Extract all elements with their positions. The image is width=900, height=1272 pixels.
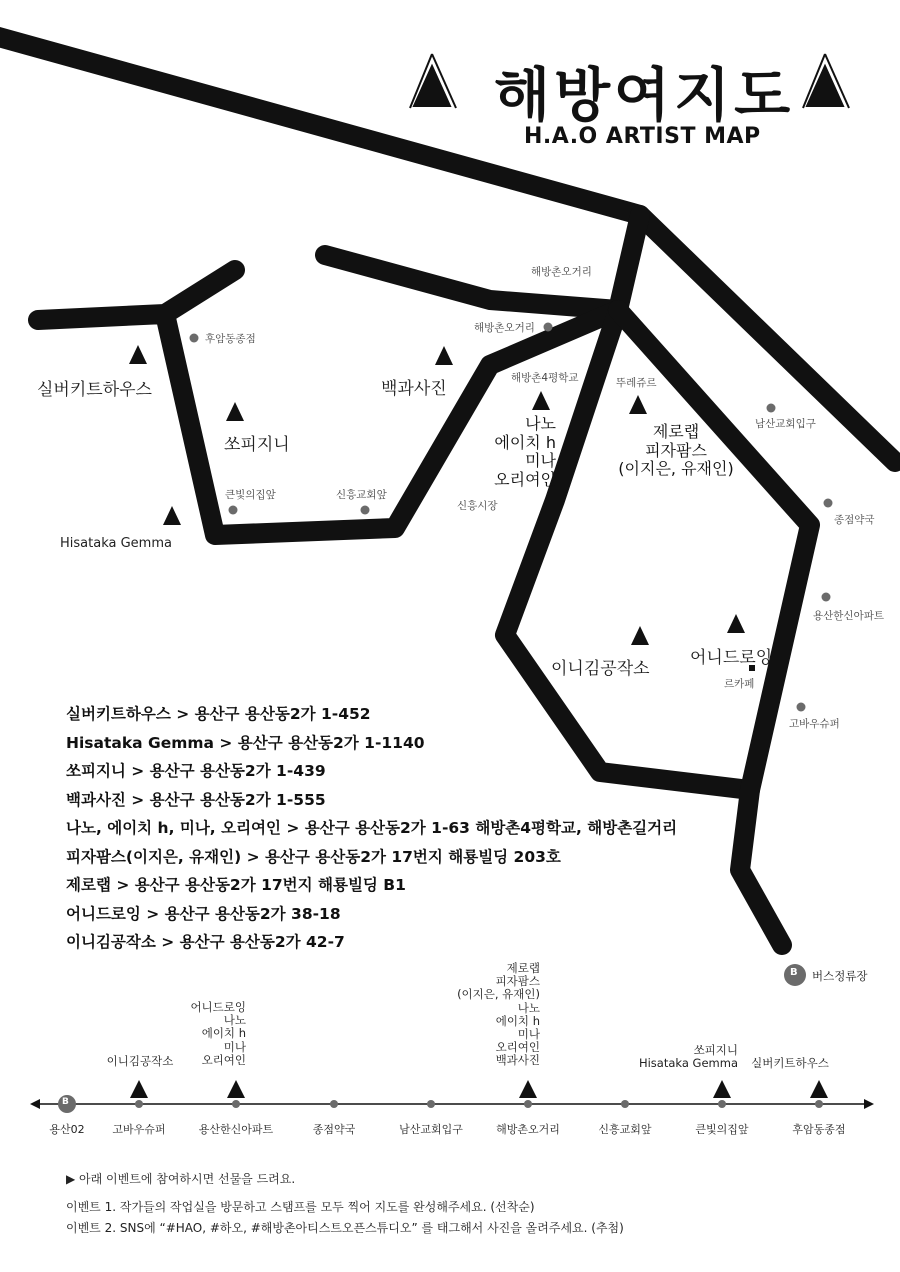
timeline-above-hanshin bbox=[140, 1001, 246, 1067]
tent-icon bbox=[226, 402, 244, 421]
address-line: 제로랩 > 용산구 용산동2가 17번지 해룡빌딩 B1 bbox=[66, 876, 406, 894]
page-title: 해방여지도 bbox=[494, 61, 795, 129]
timeline-stop: 용산02 bbox=[49, 1123, 85, 1136]
stop-label-keunbit: 큰빛의집앞 bbox=[225, 489, 276, 501]
artist-label-ssopijini: 쏘피지니 bbox=[224, 435, 290, 455]
tent-icon bbox=[227, 1080, 245, 1098]
artist-label-baekgwa: 백과사진 bbox=[381, 379, 447, 399]
timeline-artist: 실버키트하우스 bbox=[751, 1056, 829, 1070]
artist-name: 미나 bbox=[525, 451, 556, 470]
stop-label-rcafe: 르카페 bbox=[724, 678, 755, 690]
stop-label-yongsan-hanshin: 용산한신아파트 bbox=[813, 610, 885, 622]
artist-label-hisataka-gemma: Hisataka Gemma bbox=[60, 536, 172, 551]
tent-icon bbox=[532, 391, 550, 410]
timeline-artist: 쏘피지니 bbox=[693, 1043, 738, 1057]
timeline-artist: 피자팜스 bbox=[495, 974, 540, 989]
stop-label-bus-terminal: 버스정류장 bbox=[812, 969, 868, 983]
artist-label-inikim: 이니김공작소 bbox=[551, 659, 650, 679]
timeline-artist: 백과사진 bbox=[495, 1053, 540, 1068]
timeline-artist: 제로랩 bbox=[506, 961, 540, 975]
tent-icon bbox=[163, 506, 181, 525]
timeline-stop: 종점약국 bbox=[312, 1123, 356, 1136]
stop-label-sinheung-church: 신흥교회앞 bbox=[336, 489, 387, 501]
bus-badge-letter: B bbox=[790, 967, 798, 978]
tent-icon bbox=[519, 1080, 537, 1098]
artist-name: 피자팜스 bbox=[645, 440, 707, 460]
page-subtitle: H.A.O ARTIST MAP bbox=[524, 124, 761, 149]
stop-label-namsan-church: 남산교회입구 bbox=[755, 418, 816, 430]
event-notes-header: ▶ 아래 이벤트에 참여하시면 선물을 드려요. bbox=[66, 1172, 296, 1186]
timeline-stop: 고바우슈퍼 bbox=[112, 1123, 166, 1136]
timeline-above-keunbit bbox=[620, 1044, 738, 1070]
stop-dot bbox=[229, 506, 238, 515]
artist-name: (이지은, 유재인) bbox=[618, 459, 734, 478]
tent-icon bbox=[129, 345, 147, 364]
timeline-artist: 에이치 h bbox=[201, 1026, 246, 1041]
tent-icon bbox=[435, 346, 453, 365]
artist-name: 나노 bbox=[525, 414, 556, 433]
title-tent-left-icon bbox=[410, 54, 456, 108]
artist-name: 에이치 h bbox=[494, 432, 556, 452]
artist-name: 제로랩 bbox=[652, 422, 700, 441]
address-line: 나노, 에이치 h, 미나, 오리여인 > 용산구 용산동2가 1-63 해방촌4평학교, 해방촌길거리 bbox=[66, 819, 678, 837]
timeline-artist: Hisataka Gemma bbox=[638, 1056, 738, 1071]
route-timeline bbox=[30, 1080, 874, 1113]
stop-dot bbox=[190, 334, 199, 343]
address-line: 쏘피지니 > 용산구 용산동2가 1-439 bbox=[66, 762, 326, 780]
event-note-1: 이벤트 1. 작가들의 작업실을 방문하고 스탬프를 모두 찍어 지도를 완성해주세요. (선착순) bbox=[66, 1200, 535, 1214]
artist-label-eonidroing: 어니드로잉 bbox=[690, 648, 773, 668]
timeline-artist: 오리여인 bbox=[495, 1040, 540, 1055]
address-line: 실버키트하우스 > 용산구 용산동2가 1-452 bbox=[66, 705, 371, 723]
timeline-artist: 오리여인 bbox=[201, 1052, 246, 1067]
timeline-artist: 미나 bbox=[223, 1039, 246, 1054]
stop-label-jongjeom-pharmacy: 종점약국 bbox=[834, 514, 875, 526]
timeline-stop: 해방촌오거리 bbox=[496, 1123, 560, 1136]
stop-dot bbox=[797, 703, 806, 712]
address-line: 백과사진 > 용산구 용산동2가 1-555 bbox=[66, 790, 326, 809]
tent-icon bbox=[810, 1080, 828, 1098]
stop-dot bbox=[824, 499, 833, 508]
title-tent-right-icon bbox=[803, 54, 849, 108]
tent-icon bbox=[130, 1080, 148, 1098]
timeline-stop: 용산한신아파트 bbox=[198, 1123, 274, 1136]
timeline-stop: 신흥교회앞 bbox=[598, 1123, 652, 1136]
timeline-artist: 나노 bbox=[223, 1013, 246, 1028]
stop-label-4pyeong: 해방촌4평학교 bbox=[511, 372, 579, 384]
stop-label-haebangchon: 해방촌오거리 bbox=[474, 322, 535, 334]
event-note-2: 이벤트 2. SNS에 “#HAO, #하오, #해방촌아티스트오픈스튜디오” 를 태그해서 사진을 올려주세요. (추첨) bbox=[66, 1221, 624, 1235]
timeline-artist: 이니김공작소 bbox=[106, 1054, 174, 1068]
stop-dot bbox=[544, 323, 553, 332]
stop-dot bbox=[822, 593, 831, 602]
stop-dot bbox=[361, 506, 370, 515]
address-line: 이니김공작소 > 용산구 용산동2가 42-7 bbox=[66, 933, 345, 951]
road-trunk bbox=[618, 215, 640, 310]
timeline-badge-letter: B bbox=[62, 1097, 69, 1107]
address-list bbox=[66, 700, 677, 957]
stop-label-haebangchon-top: 해방촌오거리 bbox=[531, 266, 592, 278]
timeline-stop: 큰빛의집앞 bbox=[695, 1123, 749, 1136]
artist-group-zerolab bbox=[606, 423, 746, 479]
timeline-stop: 후암동종점 bbox=[792, 1123, 846, 1136]
timeline-artist: 미나 bbox=[517, 1027, 540, 1042]
timeline-artist: (이지은, 유재인) bbox=[457, 987, 540, 1002]
stop-label-huam: 후암동종점 bbox=[205, 333, 256, 345]
timeline-above-huam bbox=[740, 1057, 840, 1070]
stop-label-sinheung-market: 신흥시장 bbox=[457, 500, 498, 512]
address-line: 피자팜스(이지은, 유재인) > 용산구 용산동2가 17번지 해룡빌딩 203호 bbox=[66, 847, 561, 866]
tent-icon bbox=[631, 626, 649, 645]
address-line: 어니드로잉 > 용산구 용산동2가 38-18 bbox=[66, 904, 341, 923]
timeline-artist: 어니드로잉 bbox=[190, 1000, 246, 1014]
tent-icon bbox=[629, 395, 647, 414]
timeline-above-haebangchon bbox=[420, 962, 540, 1068]
artist-group-nano bbox=[458, 415, 556, 489]
timeline-artist: 나노 bbox=[517, 1000, 540, 1015]
tent-icon bbox=[727, 614, 745, 633]
address-line: Hisataka Gemma > 용산구 용산동2가 1-1140 bbox=[66, 733, 425, 752]
tent-icon bbox=[713, 1080, 731, 1098]
stop-dot bbox=[767, 404, 776, 413]
stop-label-gobau: 고바우슈퍼 bbox=[789, 718, 840, 730]
artist-name: 오리여인 bbox=[494, 469, 556, 489]
stop-label-tous-les-jours: 뚜레쥬르 bbox=[616, 377, 657, 389]
timeline-artist: 에이치 h bbox=[495, 1013, 540, 1028]
timeline-stop: 남산교회입구 bbox=[399, 1123, 463, 1136]
artist-label-silver-kit-house: 실버키트하우스 bbox=[37, 380, 152, 400]
